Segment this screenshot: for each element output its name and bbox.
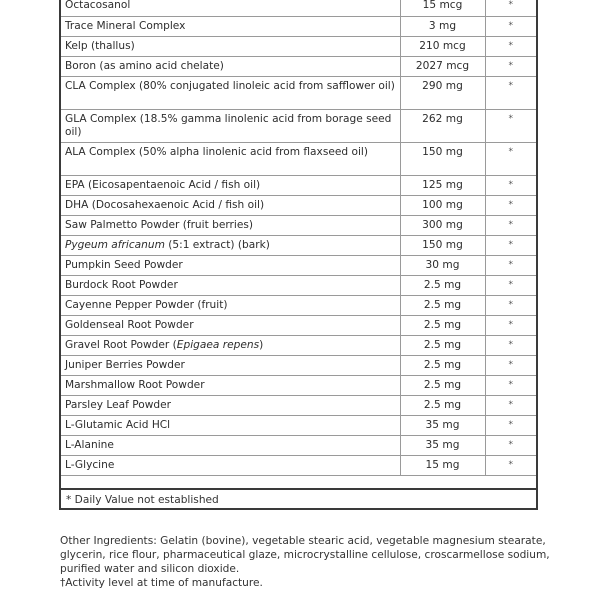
table-row	[61, 375, 536, 395]
ingredient-amount: 150 mg	[400, 235, 485, 255]
ingredient-name: Saw Palmetto Powder (fruit berries)	[61, 215, 400, 235]
ingredient-amount: 2.5 mg	[400, 295, 485, 315]
ingredient-name-italic: Pygeum africanum	[65, 238, 165, 251]
daily-value: *	[485, 76, 536, 109]
ingredient-amount: 150 mg	[400, 142, 485, 175]
ingredient-name: Juniper Berries Powder	[61, 355, 400, 375]
ingredient-amount: 2.5 mg	[400, 335, 485, 355]
ingredient-name: Goldenseal Root Powder	[61, 315, 400, 335]
ingredient-name	[61, 335, 400, 355]
table-row	[61, 36, 536, 56]
ingredient-name: L-Alanine	[61, 435, 400, 455]
ingredient-amount: 30 mg	[400, 255, 485, 275]
ingredient-name: Cayenne Pepper Powder (fruit)	[61, 295, 400, 315]
table-row	[61, 76, 536, 109]
table-row	[61, 0, 536, 16]
daily-value: *	[485, 195, 536, 215]
daily-value-footnote: * Daily Value not established	[61, 488, 536, 508]
ingredient-amount: 15 mcg	[400, 0, 485, 16]
supplement-facts-panel	[59, 0, 538, 510]
ingredient-name: CLA Complex (80% conjugated linoleic acid from safflower oil)	[61, 76, 400, 109]
table-row	[61, 335, 536, 355]
ingredient-amount: 300 mg	[400, 215, 485, 235]
table-row	[61, 142, 536, 175]
ingredient-name: Trace Mineral Complex	[61, 16, 400, 36]
table-row	[61, 295, 536, 315]
ingredient-amount: 2.5 mg	[400, 315, 485, 335]
table-row	[61, 275, 536, 295]
ingredient-name: Boron (as amino acid chelate)	[61, 56, 400, 76]
table-row	[61, 415, 536, 435]
table-row	[61, 215, 536, 235]
ingredient-name: DHA (Docosahexaenoic Acid / fish oil)	[61, 195, 400, 215]
daily-value: *	[485, 255, 536, 275]
ingredient-amount: 2.5 mg	[400, 395, 485, 415]
ingredient-amount: 2027 mcg	[400, 56, 485, 76]
daily-value: *	[485, 36, 536, 56]
daily-value: *	[485, 215, 536, 235]
activity-note: †Activity level at time of manufacture.	[60, 577, 263, 589]
table-row	[61, 435, 536, 455]
daily-value: *	[485, 395, 536, 415]
table-row	[61, 195, 536, 215]
daily-value: *	[485, 16, 536, 36]
ingredient-name-rest: (5:1 extract) (bark)	[164, 238, 270, 251]
ingredient-amount: 2.5 mg	[400, 375, 485, 395]
ingredient-amount: 3 mg	[400, 16, 485, 36]
daily-value: *	[485, 275, 536, 295]
table-row	[61, 16, 536, 36]
daily-value: *	[485, 109, 536, 142]
daily-value: *	[485, 335, 536, 355]
table-row	[61, 56, 536, 76]
other-ingredients-section	[60, 534, 550, 590]
table-row	[61, 315, 536, 335]
daily-value: *	[485, 175, 536, 195]
ingredient-name-pre: Gravel Root Powder (	[65, 338, 177, 351]
daily-value: *	[485, 435, 536, 455]
ingredient-amount: 262 mg	[400, 109, 485, 142]
ingredient-amount: 35 mg	[400, 415, 485, 435]
ingredient-name: Parsley Leaf Powder	[61, 395, 400, 415]
ingredient-amount: 290 mg	[400, 76, 485, 109]
ingredient-name: Burdock Root Powder	[61, 275, 400, 295]
table-row	[61, 109, 536, 142]
table-row	[61, 175, 536, 195]
ingredient-name: GLA Complex (18.5% gamma linolenic acid from borage seed oil)	[61, 109, 400, 142]
table-row	[61, 235, 536, 255]
ingredient-amount: 35 mg	[400, 435, 485, 455]
daily-value: *	[485, 455, 536, 475]
ingredient-amount: 100 mg	[400, 195, 485, 215]
daily-value: *	[485, 355, 536, 375]
daily-value: *	[485, 0, 536, 16]
ingredient-name: EPA (Eicosapentaenoic Acid / fish oil)	[61, 175, 400, 195]
table-row	[61, 255, 536, 275]
table-row	[61, 395, 536, 415]
daily-value: *	[485, 56, 536, 76]
ingredient-name: Pumpkin Seed Powder	[61, 255, 400, 275]
ingredient-name: L-Glutamic Acid HCl	[61, 415, 400, 435]
daily-value: *	[485, 235, 536, 255]
ingredient-amount: 2.5 mg	[400, 355, 485, 375]
daily-value: *	[485, 142, 536, 175]
ingredient-name-rest: )	[259, 338, 264, 351]
daily-value: *	[485, 375, 536, 395]
daily-value: *	[485, 315, 536, 335]
ingredient-amount: 15 mg	[400, 455, 485, 475]
ingredient-name: Kelp (thallus)	[61, 36, 400, 56]
table-row	[61, 455, 536, 475]
nutrient-table	[61, 0, 536, 476]
table-row	[61, 355, 536, 375]
ingredient-name-italic: Epigaea repens	[176, 338, 260, 351]
ingredient-amount: 210 mcg	[400, 36, 485, 56]
ingredient-name	[61, 235, 400, 255]
other-ingredients-text: Other Ingredients: Gelatin (bovine), vegetable stearic acid, vegetable magnesium stearate, glycerin, rice flour, pharmaceutical glaze, microcrystalline cellulose, croscarmellose sodium, purified water and silicon dioxide.	[60, 535, 550, 575]
daily-value: *	[485, 295, 536, 315]
ingredient-name: L-Glycine	[61, 455, 400, 475]
ingredient-name: Octacosanol	[61, 0, 400, 16]
ingredient-amount: 2.5 mg	[400, 275, 485, 295]
ingredient-amount: 125 mg	[400, 175, 485, 195]
daily-value: *	[485, 415, 536, 435]
ingredient-name: ALA Complex (50% alpha linolenic acid from flaxseed oil)	[61, 142, 400, 175]
ingredient-name: Marshmallow Root Powder	[61, 375, 400, 395]
